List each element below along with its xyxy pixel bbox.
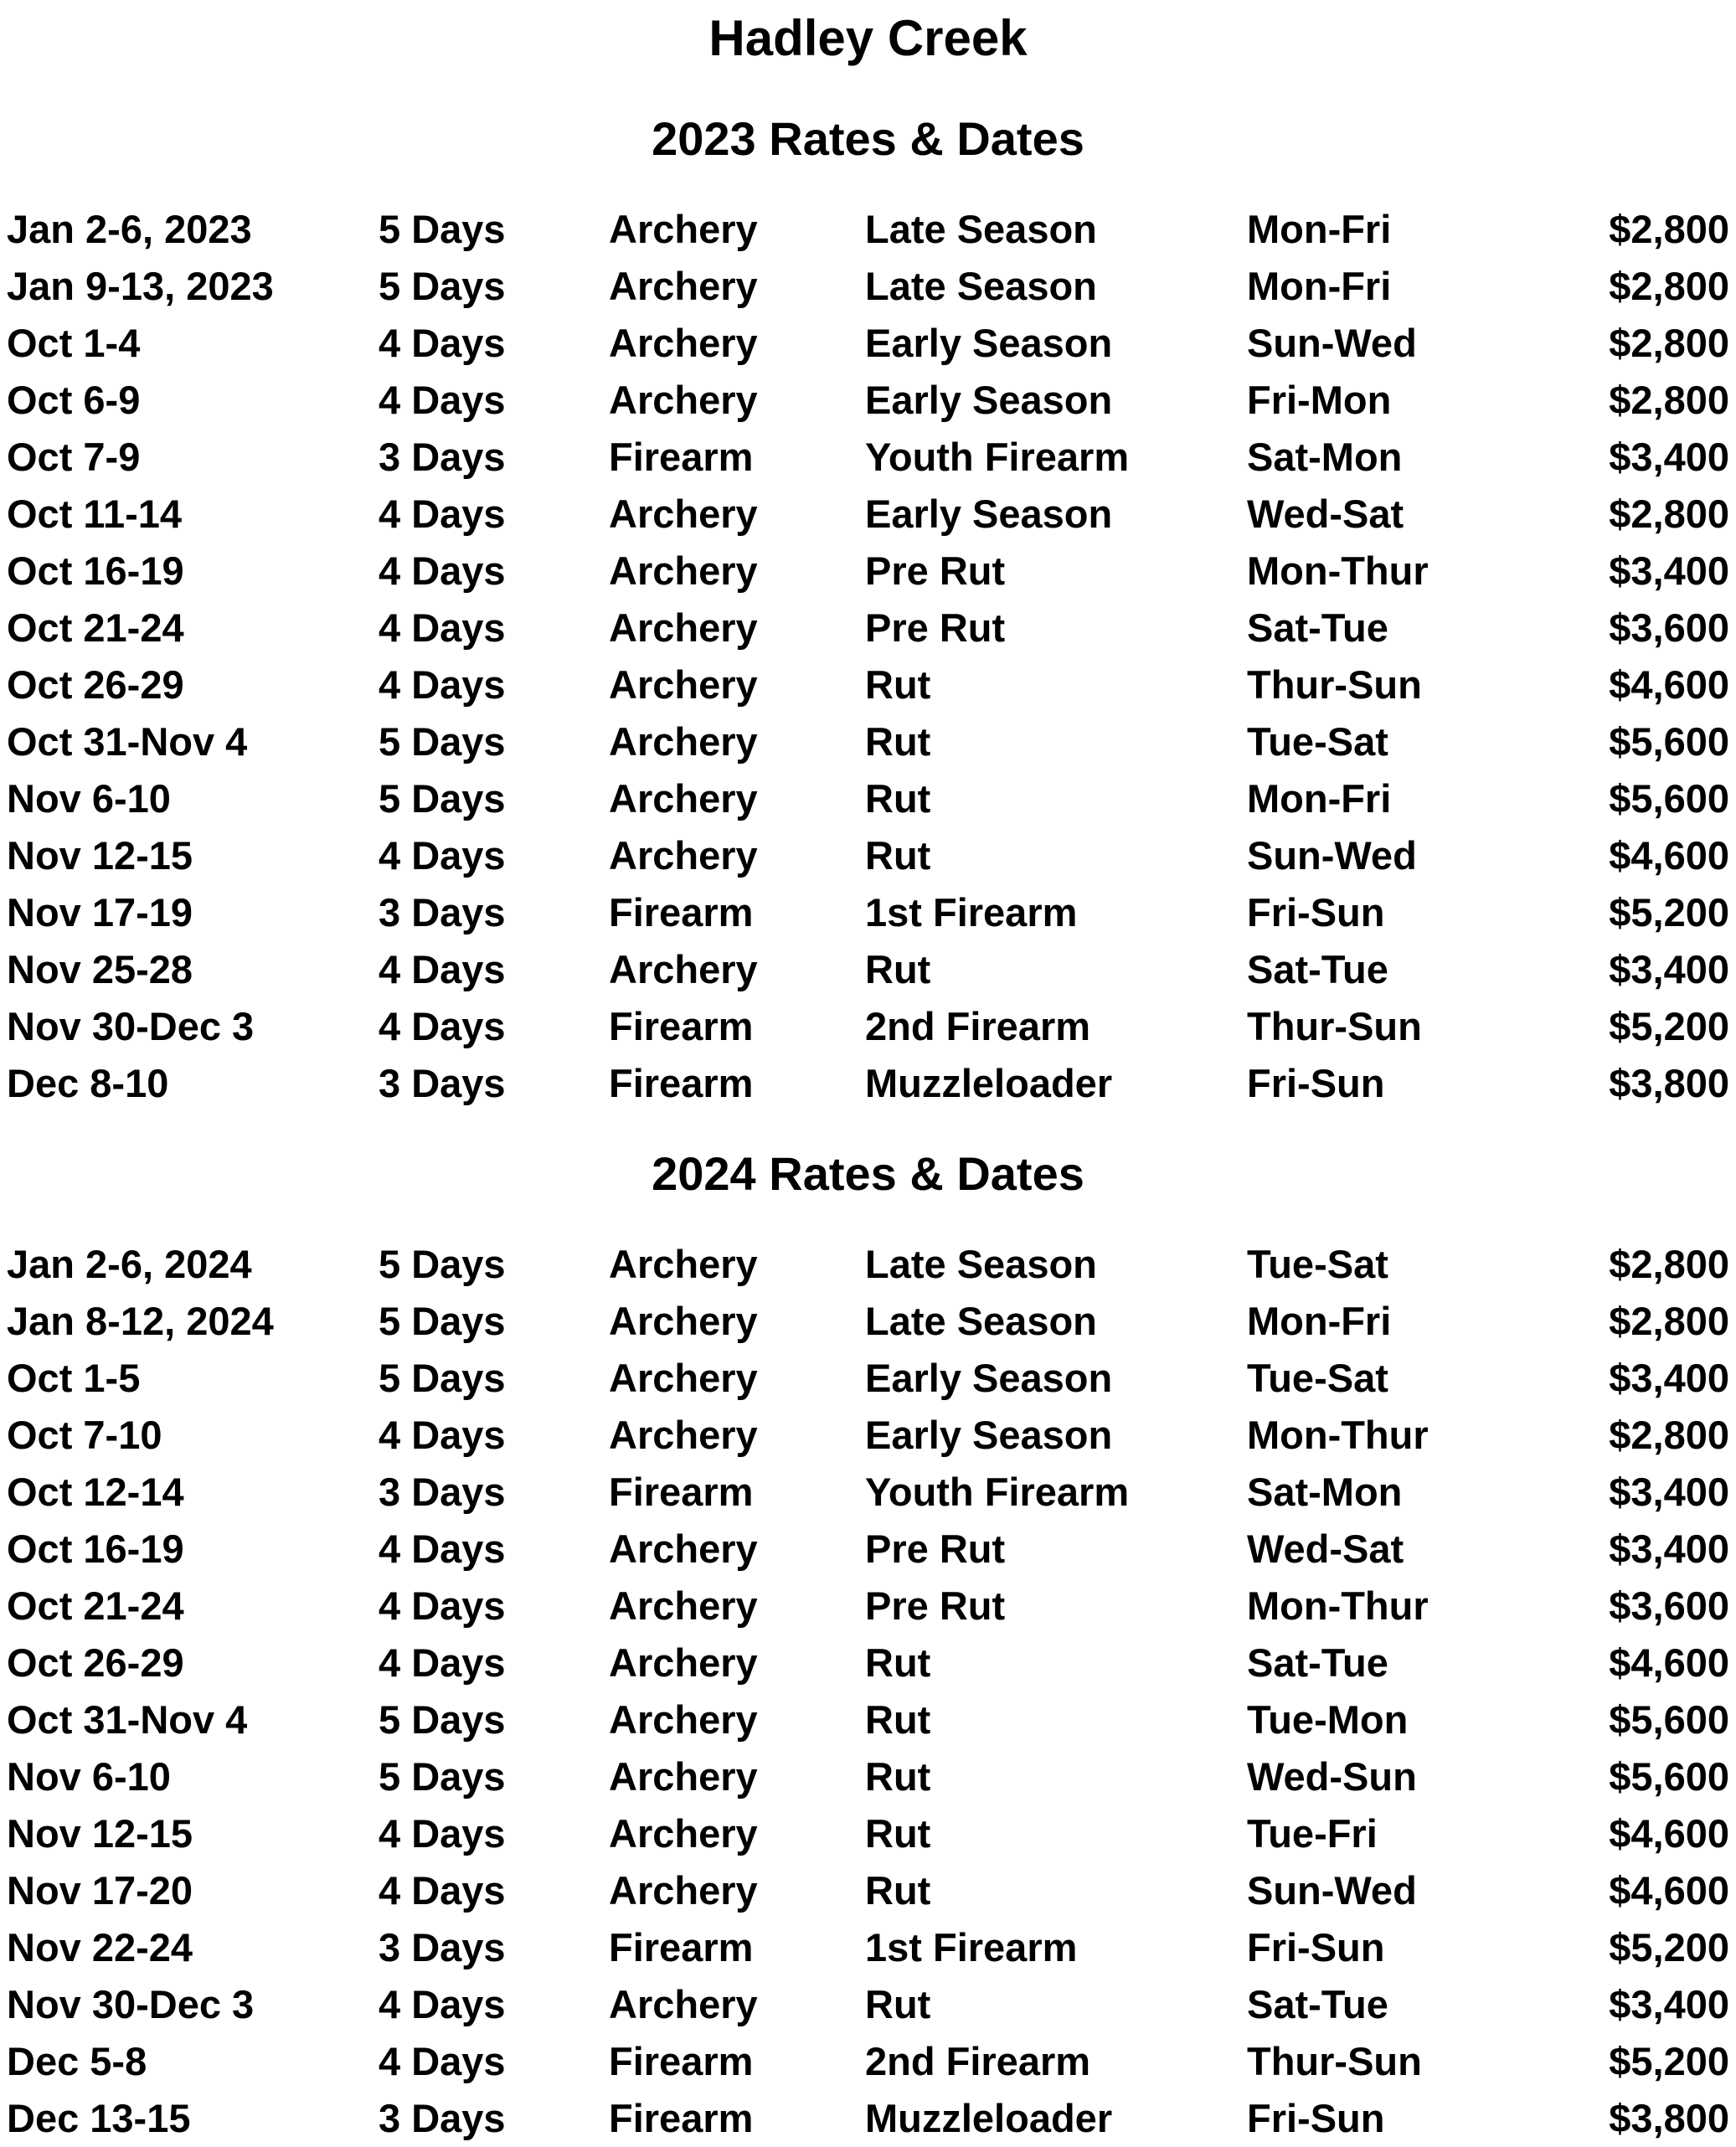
date-range-cell: Oct 1-5 [7, 1356, 141, 1400]
duration-cell: 4 Days [379, 1583, 506, 1628]
price-cell: $4,600 [1609, 662, 1729, 707]
weekdays-cell: Sat-Tue [1247, 1640, 1388, 1685]
duration-cell: 3 Days [379, 2096, 506, 2140]
table-row [0, 486, 1736, 543]
season-cell: Rut [865, 662, 931, 707]
date-range-cell: Jan 9-13, 2023 [7, 264, 274, 308]
date-range-cell: Oct 12-14 [7, 1470, 184, 1514]
price-cell: $2,800 [1609, 492, 1729, 536]
weapon-cell: Archery [609, 833, 758, 878]
weapon-cell: Archery [609, 1583, 758, 1628]
weekdays-cell: Mon-Thur [1247, 1583, 1429, 1628]
season-cell: Late Season [865, 1242, 1097, 1286]
price-cell: $2,800 [1609, 378, 1729, 422]
date-range-cell: Nov 6-10 [7, 1754, 171, 1799]
section-heading-2024: 2024 Rates & Dates [652, 1147, 1084, 1200]
weapon-cell: Archery [609, 776, 758, 821]
weekdays-cell: Thur-Sun [1247, 662, 1422, 707]
weekdays-cell: Tue-Fri [1247, 1811, 1378, 1856]
price-cell: $2,800 [1609, 264, 1729, 308]
duration-cell: 4 Days [379, 1527, 506, 1571]
price-cell: $3,400 [1609, 1470, 1729, 1514]
table-row [0, 2090, 1736, 2147]
weekdays-cell: Mon-Thur [1247, 1413, 1429, 1457]
price-cell: $5,200 [1609, 890, 1729, 934]
season-cell: Early Season [865, 378, 1113, 422]
duration-cell: 3 Days [379, 1925, 506, 1969]
season-cell: Rut [865, 1754, 931, 1799]
page-title: Hadley Creek [708, 10, 1028, 66]
duration-cell: 4 Days [379, 947, 506, 991]
date-range-cell: Oct 7-10 [7, 1413, 162, 1457]
price-cell: $3,600 [1609, 605, 1729, 650]
season-cell: Muzzleloader [865, 1061, 1113, 1105]
date-range-cell: Oct 6-9 [7, 378, 141, 422]
weapon-cell: Firearm [609, 435, 754, 479]
season-cell: Late Season [865, 207, 1097, 251]
duration-cell: 4 Days [379, 1413, 506, 1457]
table-row [0, 827, 1736, 884]
season-cell: Rut [865, 1811, 931, 1856]
season-cell: Late Season [865, 264, 1097, 308]
weapon-cell: Archery [609, 605, 758, 650]
weekdays-cell: Sat-Mon [1247, 1470, 1403, 1514]
table-row [0, 1976, 1736, 2033]
weekdays-cell: Fri-Sun [1247, 1925, 1385, 1969]
date-range-cell: Oct 1-4 [7, 321, 141, 365]
weekdays-cell: Sun-Wed [1247, 1868, 1417, 1913]
weekdays-cell: Mon-Thur [1247, 548, 1429, 593]
season-cell: 2nd Firearm [865, 1004, 1091, 1048]
duration-cell: 3 Days [379, 890, 506, 934]
table-row [0, 713, 1736, 770]
season-cell: Late Season [865, 1299, 1097, 1343]
price-cell: $5,600 [1609, 1754, 1729, 1799]
table-row [0, 1691, 1736, 1748]
duration-cell: 5 Days [379, 776, 506, 821]
weapon-cell: Archery [609, 492, 758, 536]
price-cell: $5,600 [1609, 1697, 1729, 1742]
duration-cell: 5 Days [379, 1697, 506, 1742]
table-row [0, 1293, 1736, 1350]
season-cell: Rut [865, 1868, 931, 1913]
price-cell: $4,600 [1609, 1811, 1729, 1856]
date-range-cell: Jan 8-12, 2024 [7, 1299, 274, 1343]
date-range-cell: Oct 7-9 [7, 435, 141, 479]
weapon-cell: Archery [609, 1868, 758, 1913]
season-cell: Muzzleloader [865, 2096, 1113, 2140]
season-cell: Rut [865, 1640, 931, 1685]
weapon-cell: Firearm [609, 1470, 754, 1514]
weekdays-cell: Tue-Sat [1247, 1356, 1388, 1400]
weapon-cell: Firearm [609, 890, 754, 934]
weekdays-cell: Tue-Sat [1247, 1242, 1388, 1286]
weekdays-cell: Sat-Mon [1247, 435, 1403, 479]
table-row [0, 2033, 1736, 2090]
weapon-cell: Archery [609, 1527, 758, 1571]
table-row [0, 998, 1736, 1055]
table-row [0, 372, 1736, 429]
date-range-cell: Oct 31-Nov 4 [7, 719, 248, 764]
weekdays-cell: Thur-Sun [1247, 2039, 1422, 2083]
price-cell: $4,600 [1609, 1868, 1729, 1913]
weekdays-cell: Tue-Mon [1247, 1697, 1409, 1742]
table-row [0, 1862, 1736, 1919]
section-heading-2023: 2023 Rates & Dates [652, 112, 1084, 165]
duration-cell: 3 Days [379, 1061, 506, 1105]
weekdays-cell: Fri-Sun [1247, 2096, 1385, 2140]
date-range-cell: Nov 12-15 [7, 1811, 193, 1856]
weapon-cell: Archery [609, 1640, 758, 1685]
table-row [0, 543, 1736, 600]
date-range-cell: Nov 17-19 [7, 890, 193, 934]
season-cell: Early Season [865, 321, 1113, 365]
season-cell: 1st Firearm [865, 1925, 1078, 1969]
date-range-cell: Nov 12-15 [7, 833, 193, 878]
weekdays-cell: Mon-Fri [1247, 207, 1392, 251]
weapon-cell: Archery [609, 1413, 758, 1457]
table-row [0, 201, 1736, 258]
date-range-cell: Dec 8-10 [7, 1061, 169, 1105]
duration-cell: 4 Days [379, 1811, 506, 1856]
duration-cell: 4 Days [379, 662, 506, 707]
weapon-cell: Archery [609, 1242, 758, 1286]
weekdays-cell: Sun-Wed [1247, 321, 1417, 365]
duration-cell: 4 Days [379, 1004, 506, 1048]
table-row [0, 315, 1736, 372]
season-cell: Rut [865, 947, 931, 991]
weapon-cell: Archery [609, 947, 758, 991]
table-row [0, 1748, 1736, 1805]
weekdays-cell: Wed-Sat [1247, 1527, 1404, 1571]
weekdays-cell: Wed-Sun [1247, 1754, 1417, 1799]
date-range-cell: Oct 21-24 [7, 605, 184, 650]
date-range-cell: Jan 2-6, 2023 [7, 207, 252, 251]
price-cell: $3,800 [1609, 2096, 1729, 2140]
date-range-cell: Oct 26-29 [7, 1640, 184, 1685]
date-range-cell: Nov 6-10 [7, 776, 171, 821]
price-cell: $5,600 [1609, 719, 1729, 764]
weapon-cell: Archery [609, 378, 758, 422]
date-range-cell: Nov 22-24 [7, 1925, 193, 1969]
duration-cell: 4 Days [379, 2039, 506, 2083]
duration-cell: 5 Days [379, 264, 506, 308]
weapon-cell: Archery [609, 207, 758, 251]
table-row [0, 1521, 1736, 1578]
price-cell: $3,400 [1609, 1356, 1729, 1400]
table-row [0, 429, 1736, 486]
weapon-cell: Archery [609, 264, 758, 308]
date-range-cell: Oct 16-19 [7, 1527, 184, 1571]
weapon-cell: Archery [609, 1356, 758, 1400]
season-cell: Pre Rut [865, 548, 1006, 593]
price-cell: $3,400 [1609, 1527, 1729, 1571]
weapon-cell: Archery [609, 1754, 758, 1799]
weapon-cell: Firearm [609, 2039, 754, 2083]
price-cell: $5,600 [1609, 776, 1729, 821]
duration-cell: 4 Days [379, 605, 506, 650]
date-range-cell: Oct 26-29 [7, 662, 184, 707]
duration-cell: 5 Days [379, 1754, 506, 1799]
season-cell: Youth Firearm [865, 435, 1130, 479]
table-row [0, 1635, 1736, 1691]
weapon-cell: Firearm [609, 1061, 754, 1105]
weapon-cell: Archery [609, 1299, 758, 1343]
rates-table-2023 [0, 201, 1736, 1112]
price-cell: $2,800 [1609, 1299, 1729, 1343]
season-cell: Early Season [865, 1356, 1113, 1400]
date-range-cell: Oct 21-24 [7, 1583, 184, 1628]
table-row [0, 1236, 1736, 1293]
season-cell: 1st Firearm [865, 890, 1078, 934]
table-row [0, 1055, 1736, 1112]
weapon-cell: Archery [609, 662, 758, 707]
table-row [0, 941, 1736, 998]
weekdays-cell: Mon-Fri [1247, 776, 1392, 821]
duration-cell: 4 Days [379, 492, 506, 536]
weekdays-cell: Sun-Wed [1247, 833, 1417, 878]
price-cell: $2,800 [1609, 1413, 1729, 1457]
duration-cell: 4 Days [379, 1868, 506, 1913]
season-cell: Youth Firearm [865, 1470, 1130, 1514]
weekdays-cell: Fri-Sun [1247, 1061, 1385, 1105]
season-cell: Early Season [865, 492, 1113, 536]
weapon-cell: Firearm [609, 1925, 754, 1969]
date-range-cell: Oct 31-Nov 4 [7, 1697, 248, 1742]
season-cell: Pre Rut [865, 1583, 1006, 1628]
price-cell: $4,600 [1609, 1640, 1729, 1685]
table-row [0, 1407, 1736, 1464]
date-range-cell: Nov 30-Dec 3 [7, 1982, 255, 2026]
table-row [0, 884, 1736, 941]
price-cell: $3,800 [1609, 1061, 1729, 1105]
price-cell: $5,200 [1609, 1004, 1729, 1048]
price-cell: $5,200 [1609, 1925, 1729, 1969]
date-range-cell: Nov 30-Dec 3 [7, 1004, 255, 1048]
weekdays-cell: Mon-Fri [1247, 1299, 1392, 1343]
date-range-cell: Oct 16-19 [7, 548, 184, 593]
rates-table-2024 [0, 1236, 1736, 2147]
duration-cell: 4 Days [379, 321, 506, 365]
season-cell: Rut [865, 833, 931, 878]
season-cell: Early Season [865, 1413, 1113, 1457]
weapon-cell: Firearm [609, 2096, 754, 2140]
duration-cell: 5 Days [379, 719, 506, 764]
weekdays-cell: Fri-Sun [1247, 890, 1385, 934]
weekdays-cell: Mon-Fri [1247, 264, 1392, 308]
weekdays-cell: Sat-Tue [1247, 947, 1388, 991]
duration-cell: 5 Days [379, 1242, 506, 1286]
duration-cell: 3 Days [379, 435, 506, 479]
weapon-cell: Archery [609, 719, 758, 764]
price-cell: $4,600 [1609, 833, 1729, 878]
date-range-cell: Dec 5-8 [7, 2039, 147, 2083]
date-range-cell: Dec 13-15 [7, 2096, 191, 2140]
duration-cell: 4 Days [379, 548, 506, 593]
season-cell: Pre Rut [865, 1527, 1006, 1571]
date-range-cell: Oct 11-14 [7, 492, 183, 536]
weekdays-cell: Sat-Tue [1247, 1982, 1388, 2026]
weapon-cell: Archery [609, 548, 758, 593]
price-cell: $2,800 [1609, 1242, 1729, 1286]
weapon-cell: Archery [609, 1697, 758, 1742]
table-row [0, 1805, 1736, 1862]
weapon-cell: Archery [609, 1982, 758, 2026]
price-cell: $2,800 [1609, 321, 1729, 365]
table-row [0, 656, 1736, 713]
weekdays-cell: Fri-Mon [1247, 378, 1392, 422]
table-row [0, 1350, 1736, 1407]
season-cell: Rut [865, 719, 931, 764]
season-cell: Pre Rut [865, 605, 1006, 650]
price-cell: $3,400 [1609, 947, 1729, 991]
price-cell: $5,200 [1609, 2039, 1729, 2083]
duration-cell: 4 Days [379, 1982, 506, 2026]
weapon-cell: Archery [609, 1811, 758, 1856]
price-cell: $3,400 [1609, 1982, 1729, 2026]
duration-cell: 5 Days [379, 207, 506, 251]
weekdays-cell: Sat-Tue [1247, 605, 1388, 650]
table-row [0, 1919, 1736, 1976]
table-row [0, 1578, 1736, 1635]
weekdays-cell: Wed-Sat [1247, 492, 1404, 536]
duration-cell: 4 Days [379, 378, 506, 422]
table-row [0, 1464, 1736, 1521]
weapon-cell: Firearm [609, 1004, 754, 1048]
date-range-cell: Nov 17-20 [7, 1868, 193, 1913]
date-range-cell: Jan 2-6, 2024 [7, 1242, 252, 1286]
table-row [0, 258, 1736, 315]
season-cell: Rut [865, 1982, 931, 2026]
duration-cell: 4 Days [379, 833, 506, 878]
duration-cell: 5 Days [379, 1299, 506, 1343]
weekdays-cell: Tue-Sat [1247, 719, 1388, 764]
season-cell: Rut [865, 776, 931, 821]
price-cell: $3,400 [1609, 548, 1729, 593]
price-cell: $2,800 [1609, 207, 1729, 251]
table-row [0, 770, 1736, 827]
price-cell: $3,600 [1609, 1583, 1729, 1628]
weekdays-cell: Thur-Sun [1247, 1004, 1422, 1048]
season-cell: Rut [865, 1697, 931, 1742]
date-range-cell: Nov 25-28 [7, 947, 193, 991]
season-cell: 2nd Firearm [865, 2039, 1091, 2083]
duration-cell: 4 Days [379, 1640, 506, 1685]
price-cell: $3,400 [1609, 435, 1729, 479]
duration-cell: 3 Days [379, 1470, 506, 1514]
duration-cell: 5 Days [379, 1356, 506, 1400]
table-row [0, 600, 1736, 656]
weapon-cell: Archery [609, 321, 758, 365]
